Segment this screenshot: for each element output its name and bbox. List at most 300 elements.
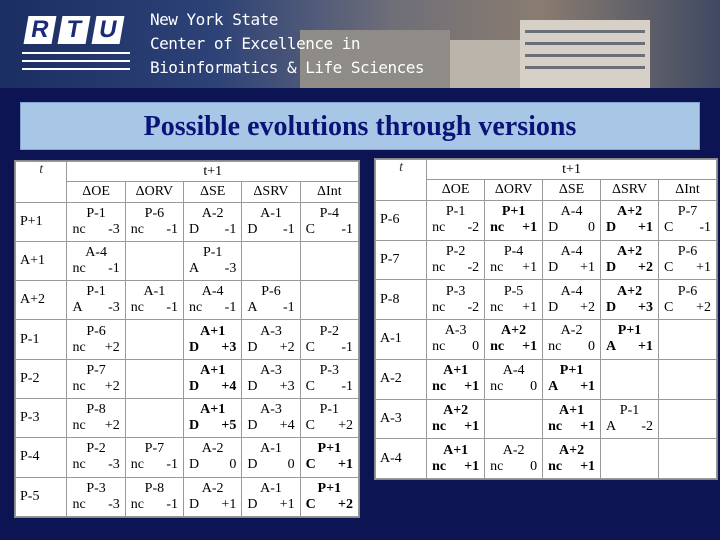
logo-letter: T [58, 16, 91, 44]
table-cell [485, 320, 543, 360]
change-line [545, 220, 598, 236]
change-amount: -1 [282, 221, 295, 237]
table-cell [184, 398, 242, 437]
change-amount: +1 [696, 259, 711, 275]
change-line [303, 379, 356, 395]
change-amount: 0 [588, 339, 596, 355]
change-kind: D [189, 496, 200, 512]
change-line [429, 220, 482, 236]
column-header: ΔSE [543, 180, 601, 200]
change-kind: D [606, 259, 617, 275]
logo-letter: U [92, 16, 125, 44]
change-amount: +1 [221, 496, 237, 512]
change-line [186, 300, 239, 316]
change-line [128, 497, 181, 513]
change-line [186, 418, 239, 434]
row-label: A-2 [376, 359, 427, 399]
change-line [429, 339, 482, 355]
row-label: A+1 [16, 241, 67, 280]
evolution-value: A+2 [616, 243, 643, 259]
row-label: P-6 [376, 200, 427, 240]
table-row [16, 241, 359, 280]
change-kind: D [189, 339, 200, 355]
change-line [69, 497, 122, 513]
next-version-label: t+1 [427, 160, 717, 180]
row-label: P-3 [16, 398, 67, 437]
table-cell [543, 240, 601, 280]
header-line: Bioinformatics & Life Sciences [150, 58, 424, 77]
table-cell [427, 359, 485, 399]
row-label: P-2 [16, 359, 67, 398]
change-amount: +1 [338, 457, 353, 473]
table-cell [125, 438, 183, 477]
change-kind: D [606, 299, 617, 315]
change-line [429, 419, 482, 435]
evolution-value: P-7 [677, 204, 698, 220]
change-amount: -1 [699, 220, 711, 236]
evolution-value: A-2 [201, 441, 224, 457]
change-line [186, 222, 239, 238]
change-line [303, 418, 356, 434]
change-amount: -1 [341, 378, 353, 394]
change-line [603, 419, 656, 435]
change-line [661, 220, 714, 236]
header-row [16, 162, 359, 182]
change-kind: nc [72, 339, 86, 355]
change-kind: nc [432, 379, 447, 395]
evolution-value: A-1 [260, 205, 282, 221]
change-line [487, 459, 540, 475]
evolution-value: P-2 [319, 323, 340, 339]
evolution-value: A-1 [260, 441, 282, 457]
change-kind: C [664, 299, 674, 315]
change-line [545, 300, 598, 316]
change-line [186, 261, 239, 277]
change-amount: +1 [580, 458, 596, 474]
table-cell [242, 241, 300, 280]
change-line [487, 339, 540, 355]
change-amount: -1 [108, 260, 120, 276]
change-line [603, 339, 656, 355]
logo-stripe [22, 52, 130, 54]
evolution-value: P+1 [501, 204, 526, 220]
change-line [244, 497, 297, 513]
change-line [545, 419, 598, 435]
table-cell [125, 281, 183, 320]
table-cell [543, 280, 601, 320]
evolution-value: A-3 [260, 362, 282, 378]
table-cell [184, 241, 242, 280]
change-kind: nc [432, 418, 447, 434]
column-header: ΔOE [67, 182, 125, 202]
table-cell [485, 200, 543, 240]
evolution-value: A-4 [502, 363, 525, 379]
header-line: New York State [150, 10, 278, 29]
table-row [16, 320, 359, 359]
change-amount: +2 [279, 339, 295, 355]
table-row [376, 399, 717, 439]
evolution-value: A+1 [200, 323, 226, 339]
change-amount: +2 [580, 299, 596, 315]
change-amount: +5 [221, 418, 237, 434]
change-line [429, 459, 482, 475]
change-line [487, 220, 540, 236]
evolution-value: P+1 [559, 363, 584, 379]
change-kind: C [305, 378, 315, 394]
change-amount: -1 [341, 339, 353, 355]
change-amount: +2 [338, 496, 353, 512]
table-cell [485, 399, 543, 439]
header-row [376, 160, 717, 180]
change-amount: -2 [467, 299, 480, 315]
evolution-value: P-3 [319, 362, 340, 378]
evolution-value: P-1 [445, 204, 466, 220]
evolution-value: P-1 [86, 205, 106, 221]
change-kind: nc [72, 457, 86, 473]
table-cell [543, 359, 601, 399]
change-line [69, 340, 122, 356]
table-cell [242, 398, 300, 437]
change-kind: nc [72, 378, 86, 394]
change-amount: -1 [166, 457, 179, 473]
evolution-value: P-8 [86, 402, 106, 418]
change-line [244, 340, 297, 356]
table-cell [300, 359, 358, 398]
evolution-table-left [14, 160, 360, 518]
row-label: P-1 [16, 320, 67, 359]
change-kind: nc [130, 457, 144, 473]
evolution-value: A+1 [559, 402, 585, 418]
change-line [186, 340, 239, 356]
table-cell [67, 320, 125, 359]
table-cell [601, 240, 659, 280]
table-cell [659, 320, 717, 360]
change-amount: +3 [221, 339, 237, 355]
time-corner-label: t [376, 160, 427, 201]
evolution-value: A+1 [200, 362, 226, 378]
change-kind: C [305, 339, 315, 355]
row-label: P-5 [16, 477, 67, 516]
change-kind: nc [432, 339, 446, 355]
rtu-logo [22, 10, 134, 80]
table-cell [125, 477, 183, 516]
evolution-value: P-1 [202, 244, 223, 260]
evolution-value: P-8 [144, 480, 165, 496]
table-cell [427, 399, 485, 439]
change-amount: -3 [108, 496, 120, 512]
evolution-value: P-2 [86, 441, 106, 457]
change-kind: A [606, 339, 617, 355]
table-cell [67, 281, 125, 320]
table-cell [543, 200, 601, 240]
change-amount: +2 [696, 299, 711, 315]
table-cell [184, 281, 242, 320]
change-amount: +3 [638, 299, 654, 315]
change-kind: nc [548, 458, 563, 474]
building-window [525, 42, 645, 45]
evolution-value: A-1 [260, 480, 282, 496]
evolution-value: A+2 [559, 442, 585, 458]
change-line [186, 457, 239, 473]
change-line [545, 379, 598, 395]
change-amount: +1 [522, 220, 538, 236]
table-cell [427, 439, 485, 479]
evolution-value: P-1 [319, 402, 340, 418]
change-kind: nc [490, 259, 504, 275]
table-cell [601, 320, 659, 360]
evolution-value: A-2 [502, 442, 525, 458]
change-line [244, 222, 297, 238]
table-cell [427, 280, 485, 320]
table-cell [67, 398, 125, 437]
change-kind: D [548, 220, 559, 236]
change-kind: nc [130, 496, 144, 512]
change-amount: -1 [166, 300, 179, 316]
evolution-value: P-4 [319, 205, 340, 221]
table-row [16, 359, 359, 398]
table-cell [485, 439, 543, 479]
table-cell [659, 280, 717, 320]
table-cell [300, 477, 358, 516]
header-text [150, 8, 424, 80]
table-cell [659, 439, 717, 479]
column-header: ΔOE [427, 180, 485, 200]
change-amount: 0 [287, 457, 295, 473]
column-header: ΔSE [184, 182, 242, 202]
change-amount: +2 [104, 339, 120, 355]
row-label: A-1 [376, 320, 427, 360]
change-kind: nc [130, 221, 144, 237]
table-cell [300, 241, 358, 280]
evolution-table [15, 161, 359, 517]
row-label: P+1 [16, 202, 67, 241]
change-line [603, 300, 656, 316]
evolution-value: P-3 [445, 283, 466, 299]
change-amount: +2 [638, 259, 654, 275]
table-cell [184, 320, 242, 359]
column-header: ΔInt [659, 180, 717, 200]
change-kind: C [664, 259, 674, 275]
table-cell [601, 439, 659, 479]
change-line [244, 379, 297, 395]
change-kind: nc [72, 260, 86, 276]
change-kind: A [606, 418, 617, 434]
evolution-value: P-7 [86, 362, 106, 378]
row-label: P-4 [16, 438, 67, 477]
table-row [16, 202, 359, 241]
table-cell [125, 398, 183, 437]
table-cell [300, 438, 358, 477]
table-cell [601, 359, 659, 399]
change-line [128, 457, 181, 473]
table-cell [242, 202, 300, 241]
column-header-row [376, 180, 717, 200]
evolution-value: P+1 [317, 441, 342, 457]
change-kind: C [305, 418, 315, 434]
change-kind: nc [432, 259, 446, 275]
change-amount: +1 [580, 379, 596, 395]
table-cell [242, 281, 300, 320]
evolution-table-right [374, 158, 718, 480]
change-kind: D [189, 457, 200, 473]
evolution-value: P+1 [317, 480, 342, 496]
table-cell [659, 200, 717, 240]
change-amount: +4 [279, 418, 295, 434]
change-kind: nc [432, 299, 446, 315]
change-amount: +1 [464, 379, 480, 395]
change-amount: +1 [522, 299, 538, 315]
table-row [376, 439, 717, 479]
table-cell [184, 202, 242, 241]
change-line [69, 418, 122, 434]
table-cell [184, 359, 242, 398]
table-cell [242, 438, 300, 477]
change-kind: A [72, 300, 83, 316]
table-cell [543, 439, 601, 479]
evolution-value: P-7 [144, 441, 165, 457]
change-amount: -2 [641, 418, 654, 434]
change-kind: C [305, 221, 315, 237]
evolution-value: A-3 [260, 402, 282, 418]
change-amount: -1 [166, 221, 179, 237]
evolution-value: A-3 [260, 323, 282, 339]
evolution-value: P-6 [86, 323, 106, 339]
logo-stripe [22, 60, 130, 62]
change-line [244, 418, 297, 434]
table-cell [601, 200, 659, 240]
change-kind: nc [72, 418, 86, 434]
evolution-value: A+2 [616, 283, 643, 299]
change-line [303, 340, 356, 356]
change-line [128, 300, 181, 316]
evolution-value: A-4 [560, 283, 583, 299]
evolution-value: P-1 [619, 402, 640, 418]
change-kind: nc [72, 496, 86, 512]
table-cell [427, 240, 485, 280]
change-kind: nc [548, 339, 562, 355]
change-line [244, 300, 297, 316]
change-amount: +1 [638, 220, 654, 236]
evolution-value: P-2 [445, 243, 466, 259]
change-amount: 0 [530, 458, 538, 474]
evolution-value: A-2 [201, 205, 224, 221]
change-kind: D [247, 221, 258, 237]
change-line [303, 457, 356, 473]
table-cell [67, 438, 125, 477]
column-header: ΔInt [300, 182, 358, 202]
change-kind: nc [72, 221, 86, 237]
change-kind: D [247, 378, 258, 394]
change-line [69, 379, 122, 395]
change-line [128, 222, 181, 238]
change-amount: -3 [108, 300, 120, 316]
change-amount: -1 [224, 300, 237, 316]
table-row [376, 240, 717, 280]
row-label: A-3 [376, 399, 427, 439]
change-amount: +1 [638, 339, 654, 355]
change-kind: D [247, 457, 258, 473]
change-kind: A [189, 260, 200, 276]
table-row [376, 320, 717, 360]
change-kind: nc [189, 300, 203, 316]
change-amount: -3 [108, 221, 120, 237]
change-line [487, 260, 540, 276]
change-line [661, 260, 714, 276]
change-kind: D [189, 378, 200, 394]
table-cell [659, 359, 717, 399]
table-cell [485, 359, 543, 399]
change-line [186, 379, 239, 395]
change-amount: +1 [580, 418, 596, 434]
row-label: P-8 [376, 280, 427, 320]
table-cell [67, 359, 125, 398]
change-line [661, 300, 714, 316]
change-kind: A [548, 379, 559, 395]
table-cell [300, 281, 358, 320]
change-kind: A [247, 300, 258, 316]
change-line [303, 497, 356, 513]
change-amount: 0 [472, 339, 480, 355]
change-amount: +1 [522, 339, 538, 355]
evolution-value: A-4 [85, 244, 107, 260]
evolution-value: P-6 [261, 284, 281, 300]
change-kind: nc [490, 379, 504, 395]
change-line [69, 261, 122, 277]
row-label: P-7 [376, 240, 427, 280]
table-cell [300, 320, 358, 359]
change-amount: -1 [282, 300, 295, 316]
table-cell [67, 477, 125, 516]
table-row [376, 359, 717, 399]
change-amount: +2 [104, 418, 120, 434]
change-amount: -3 [108, 457, 120, 473]
table-row [16, 477, 359, 516]
evolution-value: P-6 [144, 205, 165, 221]
column-header-row [16, 182, 359, 202]
building-window [525, 30, 645, 33]
evolution-value: A-4 [560, 243, 583, 259]
slide-title-bar [20, 102, 700, 150]
row-label: A-4 [376, 439, 427, 479]
change-amount: +1 [279, 496, 295, 512]
evolution-value: P-1 [86, 284, 106, 300]
next-version-label: t+1 [67, 162, 359, 182]
table-row [376, 200, 717, 240]
table-cell [485, 280, 543, 320]
table-cell [242, 477, 300, 516]
change-kind: nc [432, 458, 447, 474]
column-header: ΔSRV [601, 180, 659, 200]
change-line [603, 220, 656, 236]
evolution-value: A-2 [201, 480, 224, 496]
evolution-value: A-4 [560, 204, 583, 220]
evolution-value: P-4 [503, 243, 524, 259]
table-cell [485, 240, 543, 280]
table-cell [67, 202, 125, 241]
table-row [16, 281, 359, 320]
change-line [429, 300, 482, 316]
change-line [69, 222, 122, 238]
change-amount: +1 [522, 259, 538, 275]
table-cell [242, 359, 300, 398]
column-header: ΔORV [125, 182, 183, 202]
change-amount: +2 [338, 418, 353, 434]
change-amount: 0 [588, 220, 596, 236]
change-amount: +4 [221, 378, 237, 394]
table-row [16, 438, 359, 477]
change-line [244, 457, 297, 473]
change-kind: nc [490, 299, 504, 315]
